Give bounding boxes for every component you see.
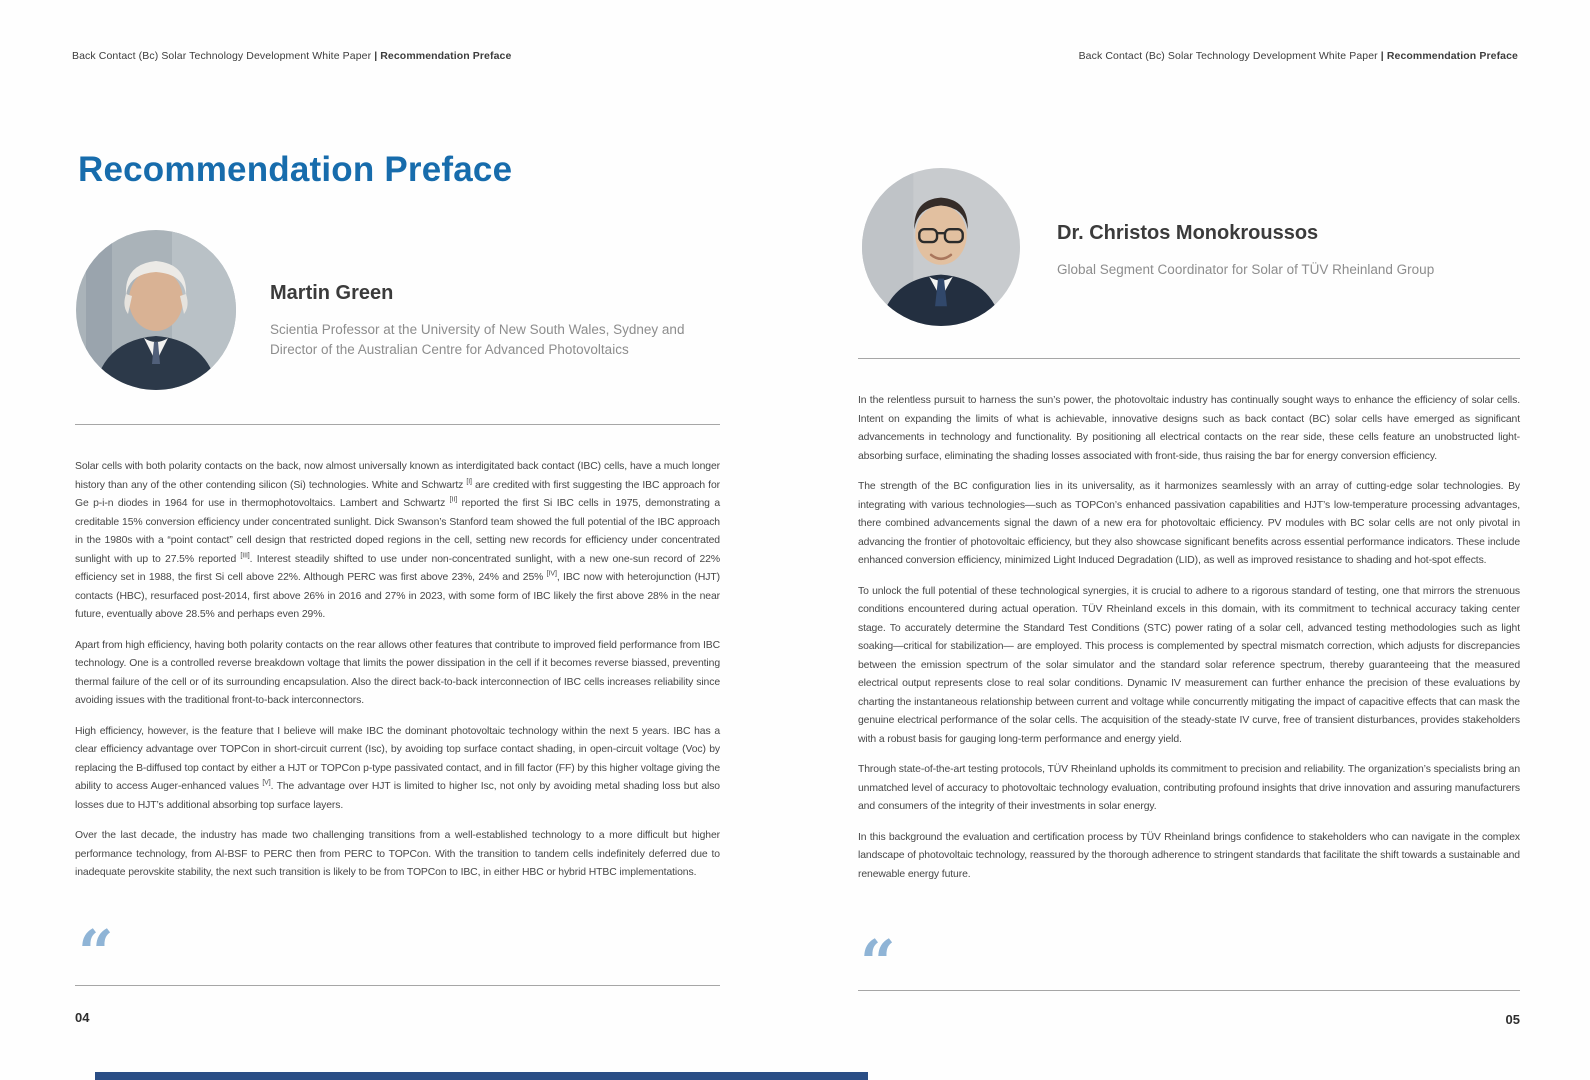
header-doc-title: Back Contact (Bc) Solar Technology Development White Paper — [72, 50, 375, 62]
paragraph: High efficiency, however, is the feature that I believe will make IBC the dominant photovoltaic technology within the next 5 years. IBC has a clear efficiency advantage over TOPCon in short-circuit current (Isc), by avoiding top surface contact shading, in open-circuit voltage (Voc) by replacing the B-diffused top contact by either a HJT or TOPCon p-type passivated contact, and in fill factor (FF) by this higher voltage giving the ability to access Auger-enhanced values [V]. The advantage over HJT is limited to higher Isc, not only by avoiding metal shading loss but also losses due to HJT’s additional absorbing top surface layers. — [75, 725, 720, 811]
header-section-title: Recommendation Preface — [1386, 50, 1518, 62]
opening-quote-icon: “ — [860, 926, 896, 999]
author-name: Dr. Christos Monokroussos — [1057, 222, 1319, 244]
paragraph: In the relentless pursuit to harness the sun’s power, the photovoltaic industry has continually sought ways to enhance the efficiency of solar cells. Intent on expanding the limits of what is achievable, innovative designs such as back contact (BC) solar cells have emerged as significant advancements in technology and functionality. By positioning all electrical contacts on the rear side, these cells feature an unobstructed light-absorbing surface, eliminating the shading losses associated with front-side, thus raising the bar for energy conversion efficiency. — [858, 395, 1520, 462]
opening-quote-icon: “ — [78, 916, 114, 989]
martin-green-photo — [76, 230, 236, 390]
paragraph: Apart from high efficiency, having both polarity contacts on the rear allows other features that contribute to improved field performance from IBC technology. One is a controlled reverse breakdown voltage that limits the power dissipation in the cell if it becomes reverse biassed, preventing thermal failure of the cell or of its surrounding encapsulation. Also the direct back-to-back interconnection of IBC cells increases reliability since avoiding issues with the traditional front-to-back interconnectors. — [75, 639, 720, 706]
page-number-right: 05 — [1505, 1012, 1520, 1027]
running-header-left — [72, 50, 511, 62]
header-separator: | — [374, 50, 381, 62]
author-block-christos-monokroussos — [1057, 222, 1507, 280]
divider — [75, 424, 720, 425]
author-name: Martin Green — [270, 282, 394, 304]
portrait-illustration — [862, 168, 1020, 326]
paragraph: In this background the evaluation and certification process by TÜV Rheinland brings confidence to stakeholders who can navigate in the complex landscape of photovoltaic technology, reassured by the thorough adherence to stringent standards that facilitate the shift towards a sustainable and renewable energy future. — [858, 831, 1520, 880]
page-title: Recommendation Preface — [78, 150, 513, 189]
divider — [858, 990, 1520, 991]
header-doc-title: Back Contact (Bc) Solar Technology Development White Paper — [1078, 50, 1381, 62]
paragraph: To unlock the full potential of these technological synergies, it is crucial to adhere to a rigorous standard of testing, one that mirrors the strenuous conditions encountered during actual operation. TÜV Rheinland excels in this domain, with its commitment to technical accuracy taking center stage. To accurately determine the Standard Test Conditions (STC) power rating of a solar cell, advanced testing methodologies such as light soaking—critical for stabilization— are employed. This process is complemented by spectral mismatch correction, which adjusts for discrepancies between the emission spectrum of the solar simulator and the standard solar reference spectrum, thereby guaranteeing that the measured electrical output represents close to real solar conditions. Dynamic IV measurement can further enhance the precision of these evaluations by charting the instantaneous relationship between current and voltage while concurrently mitigating the impact of capacitive effects that can mask the genuine electrical performance of the solar cells. The acquisition of the steady-state IV curve, free of transient disturbances, provides stakeholders with a robust basis for gauging long-term performance and energy yield. — [858, 585, 1520, 745]
author-role: Scientia Professor at the University of New South Wales, Sydney and Director of the Australian Centre for Advanced Photovoltaics — [270, 322, 685, 358]
paragraph: Over the last decade, the industry has made two challenging transitions from a well-established technology to a more difficult but higher performance technology, from Al-BSF to PERC then from PERC to TOPCon. With the transition to tandem cells indefinitely deferred due to inadequate perovskite stability, the next such transition is likely to be from TOPCon to IBC, in either HBC or hybrid HTBC implementations. — [75, 830, 720, 878]
header-separator: | — [1380, 50, 1387, 62]
divider — [858, 358, 1520, 359]
author-role: Global Segment Coordinator for Solar of TÜV Rheinland Group — [1057, 262, 1435, 277]
author-block-martin-green — [270, 282, 710, 361]
paragraph: Solar cells with both polarity contacts on the back, now almost universally known as interdigitated back contact (IBC) cells, have a much longer history than any of the other contending silicon (Si) technologies. White and Schwartz [I] are credited with first suggesting the IBC approach for Ge p-i-n diodes in 1964 for use in thermophotovoltaics. Lambert and Schwartz [II] reported the first Si IBC cells in 1975, demonstrating a creditable 15% conversion efficiency under concentrated sunlight. Dick Swanson’s Stanford team showed the full potential of the IBC approach in the 1980s with a “point contact” cell design that restricted doped regions in the cell, setting new records for efficiency under concentrated sunlight with up to 27.5% reported [III]. Interest steadily shifted to use under non-concentrated sunlight, with a new one-sun record of 22% efficiency set in 1988, the first Si cell above 22%. Although PERC was first above 23%, 24% and 25% [IV], IBC now with heterojunction (HJT) contacts (HBC), resurfaced post-2014, first above 26% in 2016 and 27% in 2023, with some form of IBC likely the first above 28% in the near future, eventually above 28.5% and perhaps even 29%. — [75, 461, 720, 620]
body-text-left — [75, 458, 720, 883]
header-section-title: Recommendation Preface — [380, 50, 512, 62]
footer-accent-bar — [95, 1072, 868, 1080]
paragraph: Through state-of-the-art testing protocols, TÜV Rheinland upholds its commitment to precision and reliability. The organization’s specialists bring an unmatched level of accuracy to photovoltaic technology evaluation, contributing profound insights that drive innovation and assuring manufacturers and consumers of the integrity of their investments in solar energy. — [858, 764, 1520, 812]
running-header-right — [1079, 50, 1518, 62]
christos-monokroussos-photo — [862, 168, 1020, 326]
page-number-left: 04 — [75, 1010, 90, 1025]
portrait-illustration — [76, 230, 236, 390]
paragraph: The strength of the BC configuration lies in its universality, as it harmonizes seamlessly with an array of cutting-edge solar technologies. By integrating with various technologies—such as TOPCon’s enhanced passivation capabilities and HJT’s low-temperature processing advantages, there combined advancements signal the dawn of a new era for photovoltaic efficiency. PV modules with BC solar cells are not only pivotal in advancing the frontier of photovoltaic efficiency, but they also showcase significant benefits across essential performance indicators. These include enhanced conversion efficiency, minimized Light Induced Degradation (LID), as well as improved resistance to shading and hot-spot effects. — [858, 481, 1520, 566]
body-text-right — [858, 392, 1520, 884]
divider — [75, 985, 720, 986]
